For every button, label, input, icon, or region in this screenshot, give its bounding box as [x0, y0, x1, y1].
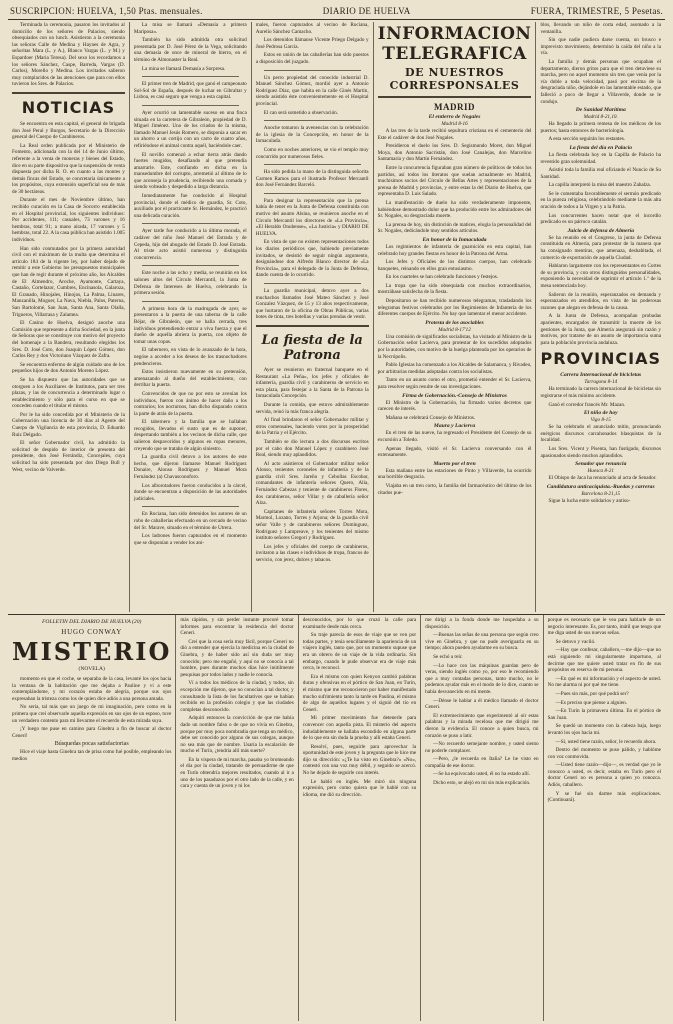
article-paragraph: La manifestación de duelo ha sido verdaderamente imponente, habiéndose demostrado dolor que ha producido entre los admiradores del Sr. Nogales, su desgraciada muerte. — [377, 199, 532, 220]
section-heading-noticias: NOTICIAS — [21, 97, 116, 117]
serial-column-4 — [421, 615, 543, 1021]
article-paragraph: Capitanes de infantería señores Torres Mora, Marmol, Lozano, Torres y Arjona; de la guardia civil señor Valle y de carabineros señores Domínguez, Rodríguez y Lampreave, y los tenientes del mismo instituto señores Gregori y Rodríguez. — [255, 508, 369, 542]
article-paragraph: blos, llevando un niño de corta edad, asomado a la ventanilla. — [540, 22, 662, 35]
dateline: Madrid 8-17'12 — [438, 326, 471, 333]
article-paragraph: males, fueron capturados al vecino de Rociana, Aurelio Sánchez Camacho. — [255, 22, 369, 35]
news-headline: Muerto por el tren — [433, 460, 476, 467]
dateline: Vigo 8-15 — [590, 417, 611, 424]
serial-paragraph: —En qué es mi información y el aspecto de usted. No me alarma ni por qué me tiene. — [547, 675, 661, 689]
news-headline: Carrera Internacional de bicicletas — [560, 372, 642, 379]
serial-paragraph: —Usted tiene razón—dijo—, es verdad que yo le conozco a usted, es decir, estaba en Turín pero el doctor Ceneri no es persona a quien yo conozca. Adiós, caballero. — [547, 762, 661, 789]
article-paragraph: Se ha reunido en el Congreso, la junta de Defensa constituida en Almería, para protestar de la manera que ha consignado mentiras, que amenaza, deshabitada, el comercio de exportación de aquella Ciudad. — [540, 234, 662, 261]
article-paragraph: Los jefes y oficiales del cuerpo de carabineros, invitaron a las clases e individuos de tropa, francos de servicio, con jerez, dulces y tabacos. — [255, 543, 369, 563]
column-2 — [130, 22, 252, 612]
novel-title: MISTERIO — [12, 637, 172, 666]
article-paragraph: Hablaron largamente con los representantes en Cortes de su provincia, y con otros distinguidos personalidades, exponiendo la necesidad de suprimir el artículo 1.º de la mesa sentenciada hoy. — [540, 263, 662, 289]
serial-paragraph: Se echó a reír. — [433, 653, 463, 660]
novel-subtitle: (NOVELA) — [78, 666, 105, 672]
wedding-paragraph: Terminada la ceremonia, pasaron los invitados al domicilio de los señores de Palacios, siendo obsequiados con un lunch. Asistieron a la ceremonia las señoras Calle de Medina y Haynes de Agra, y señoritas Mara (L. y A.), Blanco Vargas (L. y M.) y Espardoer (Maria Teresa). Del sexo los recordamos a los señores Sánchez, Caspe, Barreda, Vargas (D. Carlos), Morello y Medina. Los invitados salieron muy complacidos de las atenciones que para con ellos tuvieron los Sres. de Palacios. — [12, 22, 125, 88]
article-paragraph: En los cuarteles se han celebrado funciones y festejos. — [385, 274, 499, 281]
dateline: Madrid 8-16 — [441, 121, 468, 127]
serial-paragraph: El extremecimiento que experimentó al oír estas palabras y la mirada recelosa que me dirigió me dieron la evidencia. El conoce a quien busca, mi corazón se puso a latir. — [425, 712, 539, 739]
article-paragraph: Apenas llegado, visitó el Sr. Lacierva conversando con él extensamente. — [377, 445, 532, 459]
article-paragraph: A esta sección seguirán los restantes. — [548, 136, 626, 143]
divider — [264, 164, 361, 165]
article-paragraph: Presidieron el duelo los Sres. D. Segismundo Moret, don Miguel Moya, don Antonio Sacristán, don José Canalejas, don Marcelino Santamaría y don Martín Fernández. — [377, 143, 532, 163]
serial-paragraph: —Pues sin más, por qué podrá ser? — [555, 690, 629, 697]
article-paragraph: Mañana se celebrará Consejo de Ministros. — [385, 414, 476, 421]
article-paragraph: La guardia municipal, detuvo ayer a dos muchachos llamados José Mateo Sánchez y José Gonzalez Vázquez, de 15 y 13 años respectivamente, que hurtaron de la oficina de Obras Públicas, varias botes de tinta, tres botellas y varias prendas de vestir. — [255, 288, 369, 321]
article-paragraph: Se ha dispuesto que las autoridades que se otorguen a los Auxiliares de Institutos, para ser tres plazas, y las de concurrencia a determinado lugar o establecimiento y sólo para el curso en que se conceden cuando el titular el mismo. — [12, 376, 125, 410]
article-paragraph: La Real orden publicada por el Ministerio de Fomento, adicionada con la del 14 de Junio último, referente a la venta de moneras y bienes del Estado, dice en su parte dispositiva que la suspensión de venta dispuesta por dicha R. O. en cuanto a las montes y demás fincas del Estado, se concretaría únicamente a los propósitos, cuya extensión superficial sea de más de 30 hectáreas. — [12, 142, 125, 195]
serial-paragraph: ¡Y luego me puse en camino para Ginebra a fin de buscar al doctor Ceneri! — [12, 726, 172, 739]
serial-column-2 — [176, 615, 298, 1021]
telegraph-subtitle: DE NUESTROS CORRESPONSALES — [389, 66, 520, 92]
serial-header: FOLLETIN DEL DIARIO DE HUELVA (20) — [41, 619, 142, 625]
article-paragraph: El señor Gobernador civil, ha admitido la solicitud de despido de interior de presenta del presidente, don José Ferrándiz, Concejales, cuya solicitud ha sido presentada por don Diego Bull y West, vecino de Valverde. — [12, 440, 125, 473]
divider — [264, 193, 361, 194]
article-paragraph: Al acto asistieron el Gobernador militar señor Alonso, tenientes coroneles de infantería y de la guardia civil Sres. Jareño y Cebollas Escobar, comandantes de infantería señores Quero, Alia, Fernández Cabezas y teniente de carabineros Flores, dos carabineros, señor Villar y de caballería señor Alza. — [255, 460, 369, 507]
article-paragraph: Esta mañana entre las estaciones de Pinto y Villaverde, ha ocurrido una horrible desgracia. — [377, 467, 532, 481]
news-headline: El niño de hoy — [583, 410, 618, 417]
article-paragraph: En vista de que no existen representaciones todos los diarios periódicos que, habiendo previamente invitados, se desistió de seguir ningún argumento, designándose don Alfredo Blanco director de «La Provincia», para el delegado de la Junta de Defensa, dando cuenta de lo ocurrido. — [255, 239, 369, 279]
news-headline: Juicio de defensa de Almería — [567, 227, 635, 234]
article-paragraph: Convencidos de que no por esto se avenían los individuos, fueron con ánimo de hacer daño a los contrarios; los nocturnos, han dicho disparado contra la parte de atrás de la puerta. — [133, 390, 247, 417]
serial-paragraph: No sería, tal más que un juego de mi imaginación, pero como en la primera que creí observarle aquella expresión en sus ojos de un esposo, tuve un verdadero contento para mi llevarme el recuerdo de esta mirada suya. — [12, 704, 172, 724]
article-paragraph: También se dio lectura a dos discursos escritos por el cabo don Manuel López y carabinero José Real, siendo muy aplaudidos. — [255, 438, 369, 459]
divider — [142, 76, 239, 77]
article-paragraph: Una comisión de significados socialistas, ha visitado al Ministro de la Gobernación señor Lacierva, para protestar de los sucedidos adoptados por la autoridades, con motivo de la huelga planteada por los operarios de la Necrópolis. — [377, 333, 532, 360]
article-paragraph: La guardia civil detuvo a los autores de este hecho, que dijeron llamarse Manuel Rodríguez Donaire, Alonso Rodríguez y Manuel Mora Fernández (a) Chavasconoforo. — [133, 454, 247, 481]
dateline: Tarragona 8-14 — [584, 379, 618, 386]
serial-novel-section — [8, 614, 665, 1021]
serial-paragraph: desconocidos, por lo que cruzó la calle para examinarle desde más cerca. — [302, 617, 417, 630]
article-paragraph: Los concurrentes hacen notar que el incordio predicado es un párroco catalán. — [540, 212, 662, 226]
divider — [142, 105, 239, 106]
article-paragraph: La mina se llamará Demasía a Sorpresa. — [141, 65, 226, 72]
serial-column-3 — [299, 615, 421, 1021]
serial-paragraph: Hice el viaje hasta Ginebra tan de prisa como fué posible, empleando los medios — [12, 749, 172, 762]
divider — [142, 506, 239, 507]
news-headline: La fiesta del día en Palacio — [569, 144, 633, 151]
serial-paragraph: Resolví, pues, seguirle para aprovechar la oportunidad de este joven y la pregunta que le hice me dijo su dirección: «¿Te ha visto en Ginebra?» «No», contestó con una voz muy débil, y seguido se acercó. No he dejado de seguirle con interés. — [302, 743, 417, 777]
telegraph-title: INFORMACION TELEGRAFICA — [377, 24, 532, 64]
article-paragraph: El tabernero y la familia que se hallaban recogidos, llevados el susto que es de suponer, despertando también a los vecinos de dicha calle, que salieron despavoridos y algunos en ropas menores, creyendo que se trataba de algún siniestro. — [133, 419, 247, 452]
article-paragraph: En el tren de las nueve, ha regresado el Presidente del Consejo de su excursión a Toledo. — [377, 430, 532, 443]
article-paragraph: La fiesta celebrada hoy en la Capilla de Palacio ha revestido gran solemnidad. — [540, 151, 662, 165]
novel-author: HUGO CONWAY — [61, 628, 123, 636]
article-paragraph: La tropa que ha sido obsequiada con muchos extraordinarios, mostrábase satisfecha de la fiesta. — [377, 282, 532, 296]
serial-paragraph: —Se ha equivocado usted, él no ha estado allí. — [433, 771, 530, 778]
article-paragraph: Durante la comida, que estuvo admirablemente servida, reinó la más franca alegría. — [255, 401, 369, 415]
article-paragraph: Los ladrones fueron capturados en el momento que se disponían a vender los ani- — [133, 533, 247, 546]
article-paragraph: Ganó el corredor francés Mr. Mazan. — [548, 401, 626, 408]
divider — [264, 283, 361, 284]
article-paragraph: Sigue la lucha entre solidarios y antiso- — [548, 497, 631, 504]
article-paragraph: Pablo Iglesias ha comenzado a los Alcaldes de Salamanca, y Rivadeo, por arbitrarias medidas adoptadas contra los socialistas. — [377, 362, 532, 375]
city-heading-madrid: MADRID — [434, 102, 476, 112]
serial-paragraph: Ví a todos los médicos de la ciudad, y todos, sin excepción me dijeron, que no conocían a tal doctor, y consultando la lista de los facultativos que se habían recibido en la profesión colegio y que las ciudades completas desconocido. — [180, 680, 294, 713]
news-headline: Maura y Lacierva — [433, 423, 476, 430]
news-headline: Firma de Gobernación.-Consejo de Ministros — [402, 392, 507, 399]
divider — [142, 265, 239, 266]
article-paragraph: Los regimientos de infantería de guarnición en esta capital, han celebrado hoy grandes fiestas en honor de la Patrona del Arma. — [377, 243, 532, 257]
column-5 — [536, 22, 665, 612]
article-paragraph: Un perro propiedad del conocido industrial D. Manuel Sánchez Gómez, mordió ayer a Antonio Rodríguez Díaz, que habita en la calle Ginés Martín, siendo asistido éste convenientemente en el Hospital provincial. — [255, 74, 369, 107]
article-paragraph: El tabernero, en vista de lo avanzado de la hora, negóse a acceder a los deseos de los trasnochadores pendencieros. — [133, 347, 247, 367]
article-paragraph: Este noche a las ocho y media, se reunirán en los salones altos del Círculo Mercantil, la Junta de Defensa de Intereses de Huelva, celebrando la primera sesión. — [133, 270, 247, 297]
subscription-local: SUSCRIPCION: HUELVA, 1,50 Ptas. mensuales. — [10, 6, 203, 16]
article-paragraph: Al final brindaron el señor Gobernador militar y otros comensales, haciendo votos por la prosperidad de la Patria y el Ejército. — [255, 417, 369, 437]
serial-paragraph: —Sí, usted tiene razón, señor, le recuerdo ahora. — [555, 738, 657, 745]
serial-paragraph: —Es preciso que piense a alguien. — [555, 699, 628, 706]
serial-paragraph: me dirigí a la fonda donde me hospedaba a su disposición. — [425, 617, 539, 630]
feature-headline: La fiesta de la Patrona — [261, 332, 363, 363]
serial-paragraph: —Lo hace con las máquinas guardan pero de veras, siendo inglés como yo, por eso le recomiendo que a muy contadas personas, tanto mucho, no le podemos ayudar más en el modo de lo dice, cuanto se había desvanecido en mi mente. — [425, 662, 539, 695]
serial-paragraph: Dicho esto, se alejó en mi sin más explicación. — [433, 780, 531, 787]
news-headline: Senador que renuncia — [575, 461, 627, 468]
serial-paragraph: porque es necesario que le vea para hablarle de un negocio interesante. Es, por tanto, inútil que tengo que me diga usted de sus nuevas señas. — [547, 617, 661, 637]
article-paragraph: Por le ha sido concedida por el Ministerio de la Gobernación una licencia de 30 días al Agente del Cuerpo de Vigilancia de esta provincia, D. Eduardo Ruiz Delgado. — [12, 411, 125, 438]
divider — [12, 92, 125, 94]
article-paragraph: Salieron de la reunión, esperanzados en demanda y esperanzados en atendidos, en vista de las poderosas razones que alegan en defensa de la causa. — [540, 291, 662, 311]
article-paragraph: A primera hora de la madrugada de ayer, se presentaron a la puerta de una taberna de la calle Béjar, de Gibraleón, que se halla cerrada, tres individuos pretendiendo entrar a viva fuerza y que el dueño de aquella abriera la puerta, con objeto de tomar unas copas. — [133, 305, 247, 345]
article-paragraph: El Casino de Huelva, designó anoche una Comisión que represente a dicha Sociedad, en la junta de Señoras que se constituye con motivo del proyecto del homenaje a la Bandera, resultando elegidos los Sres. D. José Coto, don Joaquín López Gómez, don Carlos Rey y don Victoriano Vázquez de Zafra. — [12, 320, 125, 360]
article-paragraph: Estos en unión de las caballerías han sido puestos a disposición del juzgado. — [255, 52, 369, 65]
chapter-heading: Búsquedas pocas satisfactorias — [54, 741, 129, 748]
article-paragraph: A la Junta de Defensa, acompañan probadas aparientes, encargados de transmitir la muerte de los gestiones de la Junta, que Almería asegurará sin razón y motivos, por tratarse de un asunto de importancia suma para la población provincia andaluza. — [540, 313, 662, 346]
newspaper-name: DIARIO DE HUELVA — [322, 6, 411, 16]
serial-paragraph: —Buenas las señas de una persona que según creo vive en Ginebra, y que no pude averiguarla en su tiempo; ahora pueden ayudarme en su busca. — [425, 632, 539, 652]
article-paragraph: Viajaba en un tren corto, la familia del farmacéutico del último de los citados pue- — [377, 482, 532, 496]
divider — [256, 325, 369, 327]
article-paragraph: Como en noches anteriores, se vio el templo muy concurrido por numerosos fieles. — [255, 146, 369, 160]
article-paragraph: Estos insistieron nuevamente en su pretensión, amenazando al dueño del establecimiento, con derribar la puerta. — [133, 369, 247, 389]
article-paragraph: A las tres de la tarde recibió sepultura cristiana en el cementerio del Este el cadáver de don José Nogales. — [377, 128, 532, 141]
divider — [264, 70, 361, 71]
article-paragraph: También ha sido admitida otra solicitud presentada por D. José Pérez de la Vega, solicitando una demasía de once de mineral de hierro, en el término de Almonaster la Real. — [133, 37, 247, 63]
serial-paragraph: Se detuvo y vaciló. — [555, 638, 596, 645]
article-paragraph: El novillo comenzó a echar tierra atrás dando fuertes mugidos, desafiando al que pretendía amarrarle. Este, confiando en dicha en la mansedumbre del corrupto, arremetió al último de lo que aconseja la prudencia, recibiendo una cornada y siendo volteado y despedido a larga distancia. — [133, 151, 247, 191]
article-paragraph: Para designar la representación que la prensa había de tener en la Junta de Defensa constituida con motivo del asunto Alsina, se reunieron anoche en el Círculo Mercantil los directores de «La Provincia», «El Heraldo Onubense», «La Justicia» y DIARIO DE HUELVA. — [255, 197, 369, 237]
article-paragraph: Han sido conmutados por la primera autoridad civil con el máximum de la multa que determina el artículo 184 de la vigente ley, por haber dejado de remitir a este Gobierno los presupuestos municipales que han de regir durante el próximo año, los Alcaldes de El Almendro, Aroche, Ayamonte, Cartaya, Castaño, Cortelazor, Cumbres, Encinasola, Galaroza, El Granado, Hinojales, Hinojos, La Palma, Linares, Manzanilla, Moguer, La Nava, Niebla, Palos, Paterna, San Bartolomé, San Juan, Santa Ana, Santa Olalla, Trigueros, Villarrasa y Zalamea. — [12, 245, 125, 318]
article-paragraph: Tanto en un asunto como el otro, prometió entender el Sr. Lacierva, para resolver según resulte de sus investigaciones. — [377, 377, 532, 390]
serial-paragraph: Dentro del momento se puso pálido, y hablóme con voz conmovida. — [547, 747, 661, 760]
serial-paragraph: —Pero, ¿le recuerda en Italia? Le he visto en compañía de ese doctor. — [425, 756, 539, 769]
article-paragraph: Los detenidos llámanse Vicente Priego Delgado y José Pedrosa García. — [255, 37, 369, 50]
article-paragraph: Anoche tomaron la avenencias con la celebración de la iglesia de la Concepción, en honor de la Inmaculada. — [255, 125, 369, 145]
article-paragraph: La familia y demás personas que ocupaban el departamento, dieron gritos para que el tren detuviese su marcha, pero no aquel momento sin tren que venía por la vía doble a toda velocidad, pasó por encima de la desgraciada niño, dejándole en las lamentable estado, que falleció a poco de llegar a Villaverde, donde se le condujo. — [540, 58, 662, 105]
article-paragraph: Ha terminado la carrera internacional de bicicletas sin registrarse el más mínimo accidente. — [540, 386, 662, 399]
serial-paragraph: Adquirí entonces la convicción de que me había dado un nombre falso o de que no vivía en Ginebra, porque por muy poca nombradía que tenga un médico, debe ser conocido por alguno de sus colegas, aunque no sea más que de nombre. Usaría la escalación de mucho el Turín, ¿tendría allí más suerte? — [180, 715, 294, 755]
news-headline: De Sanidad Marítima — [575, 107, 626, 114]
article-paragraph: El Ministro de la Gobernación, ha firmado varios decretos que carecen de interés. — [377, 399, 532, 413]
article-paragraph: Durante el mes de Noviembre último, han recibido curación en la Casa de Socorro establecida en el Hospital provincial, los siguientes individuos: Por accidentes, 111; casuales, 73 varones y 16 hembras, total 91; a mano airada, 17 varones y 5 hembras, total 22. A la casa pública han asistido 1.005 individuos. — [12, 197, 125, 244]
divider — [264, 120, 361, 121]
serial-paragraph: momento en que el coche, se separaba de la casa, levanté los ojos hacia la ventana de la habitación que me dejaba a Pauline y vi a este contemplándome, y mi corazón estaba de alegría, porque sus ojos expresaban la tristeza como los de quien dice adiós a una persona amada. — [12, 676, 172, 702]
news-headline: En honor de la Inmaculada — [422, 236, 487, 243]
serial-paragraph: Mi primer movimiento fue detenerle para convencer con aquella pista. El misterio del aspecto indudablemente se hallaba escondido en alguna parte de lo que era sin duda la prueba y allí estaba Ceneri. — [302, 715, 417, 742]
serial-column-1 — [8, 615, 176, 1021]
serial-paragraph: —Dénse le hablar a él médico llamado el doctor Ceneri. — [425, 697, 539, 711]
article-paragraph: Ha sido pedida la mano de la distinguida señorita Carmen Ramos para el ilustrado Profesor Mercantil don José Fernández Barceló. — [255, 169, 369, 189]
article-paragraph: El Obispo de Jaca ha renunciado al acta de Senador. — [548, 475, 657, 482]
news-headline: Protesta de los asociables — [425, 319, 484, 326]
dateline: Huesca 8-21 — [587, 468, 614, 475]
article-paragraph: Se le comentaba favorablemente el sermón predicado en la pureza religiosa, celebrándolo mediante la más alta oración de todos a la Virgen y a la Patria. — [540, 190, 662, 211]
subscription-outside: FUERA, TRIMESTRE, 5 Pesetas. — [530, 6, 663, 16]
news-headline: Candidatura anticaciquista.-Ruedas y carreras — [546, 483, 655, 490]
article-paragraph: Se encuentra en esta capital, el general de brigada don José Peral y Burgos, Secretario de la Dirección general del Cuerpo de Carabineros. — [12, 120, 125, 141]
article-paragraph: Depositaron se han recibido numerosos telegramas, trasladando los telegramas festivos celebrados por los Regimientos de Infantería de los diferentes cuerpos de Ejército. No hay que lamentar el menor accidente. — [377, 298, 532, 318]
article-paragraph: La misa se llamará «Demasía a primera Mariposa». — [133, 22, 247, 35]
article-paragraph: Ayer se reunieron en fraternal banquete en el Restaurant «La Peña», los jefes y oficiales de infantería, guardia civil y carabineros de servicio en esta plaza, para festejar a la Santa de la Patrona la Inmaculada Concepción. — [255, 366, 369, 400]
article-paragraph: El primer tren de Madrid, que ganó el campeonato Sol-Sol de España, después de luchar en Gibraltar y Lisboa, es casi seguro que venga a esta capital. — [133, 81, 247, 101]
article-paragraph: Sin que nadie pudiera darse cuenta, un brusco e imprevisto movimiento, determinó la caída del niño a la vía. — [540, 37, 662, 57]
article-paragraph: Se ha celebrado el anunciado mitin, pronunciando enérgicos discursos carcahonados blasquistas de la localidad. — [540, 424, 662, 444]
serial-paragraph: —En Turín la primavera última. En el pórtico de San Juan. — [547, 708, 661, 721]
column-3 — [252, 22, 374, 612]
article-paragraph: Los Sres. Vicent y Pisenta, han fustigado, discursos apasionados siendo muchos aplaudidos. — [540, 445, 662, 459]
dateline: Barcelona 8-21,15 — [581, 490, 621, 497]
serial-column-5 — [544, 615, 665, 1021]
article-paragraph: Inmediatamente fue conducido al Hospital provincial, donde el médico de guardia, Sr. Coto, auxiliado por el practicante Sr. Hernández, le practicó una delicada curación. — [133, 193, 247, 219]
serial-paragraph: En la víspera de mi marcha, pasaba yo bromeando el día por la ciudad, tratando de persuadirme de que en Turín obtendría mejores resultados, cuando al ir a uno de los pasaduzos por el otro lado de la calle, y en cara y cuenta de un joven y ni los — [180, 756, 294, 790]
article-paragraph: El can será sometido a observación. — [263, 109, 339, 116]
serial-paragraph: Creí que la cosa sería muy fácil, porque Ceneri no dió a entender que ejercía la medicina en la ciudad de Ginebra, y de haber sido así sin duda ser muy conocido; pero me engañó, y aquí no se conocía a tal hombre, pues durante muchos días hice inútilmente pesquisas por todos lados y nadie le conocía. — [180, 638, 294, 678]
article-paragraph: En Rociana, han sido detenidos los autores de un robo de caballerías efectuado en un cercado de vecino del Sr. Marave, situado en el término de Utrera. — [133, 511, 247, 531]
serial-paragraph: Y se fué sin darme más explicaciones. (Continuará). — [547, 790, 661, 804]
serial-paragraph: más rápidos, y sin perder instante procuré tomar informes para encontrar la residencia del doctor Ceneri. — [180, 617, 294, 637]
serial-paragraph: —No recuerdo semejante nombre, y usted siento no poderle complacer. — [425, 741, 539, 754]
serial-paragraph: Su traje parecía de esos de viaje que se ven por todas partes, y tenía sencillamente la apariencia de un viajero inglés, tanto que, por un momento supuse que era un obrero de un viaje de la vida ordinaria. Sin embargo, cuando le pude observar era de viaje más cerca, le reconocí. — [302, 632, 417, 672]
article-paragraph: Ayer tarde fue conducido a la última morada, el cadáver del niño José Manuel del Estrada y de Cepeda, hijo del abogado del Estado D. José Estrada. Al triste acto asistió numerosa y distinguida concurrencia. — [133, 228, 247, 261]
article-paragraph: Se encuentra enfermo de algún cuidado uno de los pequeños hijos de don Antonio Moreno López. — [12, 361, 125, 375]
article-paragraph: La prensa de hoy, sin distinción de matices, elogia la personalidad del Sr. Nogales, dedicándole muy sentidos artículos. — [377, 221, 532, 235]
serial-paragraph: Era el mismo con quien Kenyon cambió palabras duras y ofensivas en el pórtico de San Juan, en Turín, el mismo que me reconocieron por haber manifestado mucho sufrimiento tanto la tarde en Paulina, el mismo de algo de aquellos lugares y el siguió del tío en Ceneri. — [302, 673, 417, 713]
serial-paragraph: —Hay que confesar, caballero,—me dijo—que no está siguiendo mi singularmente importuno, al decirme que me quiere usted tratar en fin de sus propósitos en reserva de mi persona. — [547, 647, 661, 674]
article-paragraph: Ayer ocurrió un lamentable suceso en una finca situada en la carretera de Gibraleón, propiedad de D. Miguel Jiménez. Uno de los criados de la misma, llamado Manuel Jesús Romero, se disponía a sacar en un ahorro a un cortijo con un carro de cuatro años, refiriéndose el animal contra aquél, haciéndole caer. — [133, 109, 247, 149]
article-paragraph: La capilla interpretó la misa del maestro Zabalza. — [548, 182, 652, 189]
serial-paragraph: Le habló en inglés. Me miró sin ninguna expresión, pero como quiera que le hablé con su idioma, me dió su dirección. — [302, 778, 417, 798]
article-paragraph: Asistió toda la familia real oficiando el Nuncio de Su Santidad. — [540, 167, 662, 180]
column-1 — [8, 22, 130, 612]
news-headline: El entierro de Nogales — [428, 114, 481, 120]
column-4 — [374, 22, 537, 612]
article-paragraph: Entre la concurrencia figuraban gran número de políticos de todos los partidos, así todos los literatos que suelan actualmente en Madrid, muchísimos socios del Círculo de Bellas Artes y representaciones de la prensa de Madrid y provincias, y entre estas la del Diario de Huelva, que representaba D. Luis Salado. — [377, 164, 532, 198]
article-paragraph: Los Jefes y Oficiales de los distintos cuerpos, han celebrado banquetes, reinando en ellos gran entusiasmo. — [377, 259, 532, 272]
divider — [142, 223, 239, 224]
divider — [378, 96, 532, 98]
section-heading-provincias: PROVINCIAS — [540, 349, 662, 369]
divider — [142, 301, 239, 302]
masthead — [8, 4, 665, 20]
article-paragraph: Ha llegado la primera remesa de los médicos de los puertos; hasta entonces de bacteriología. — [540, 121, 662, 134]
dateline: Madrid 8-21,10. — [583, 114, 618, 121]
serial-paragraph: Se quedó un momento con la cabeza baja, luego levantó los ojos hacia mí. — [547, 723, 661, 736]
upper-columns — [8, 22, 665, 612]
article-paragraph: Los alborotadores fueron conducidos a la cárcel, donde se encuentran a disposición de las autoridades judiciales. — [133, 482, 247, 502]
